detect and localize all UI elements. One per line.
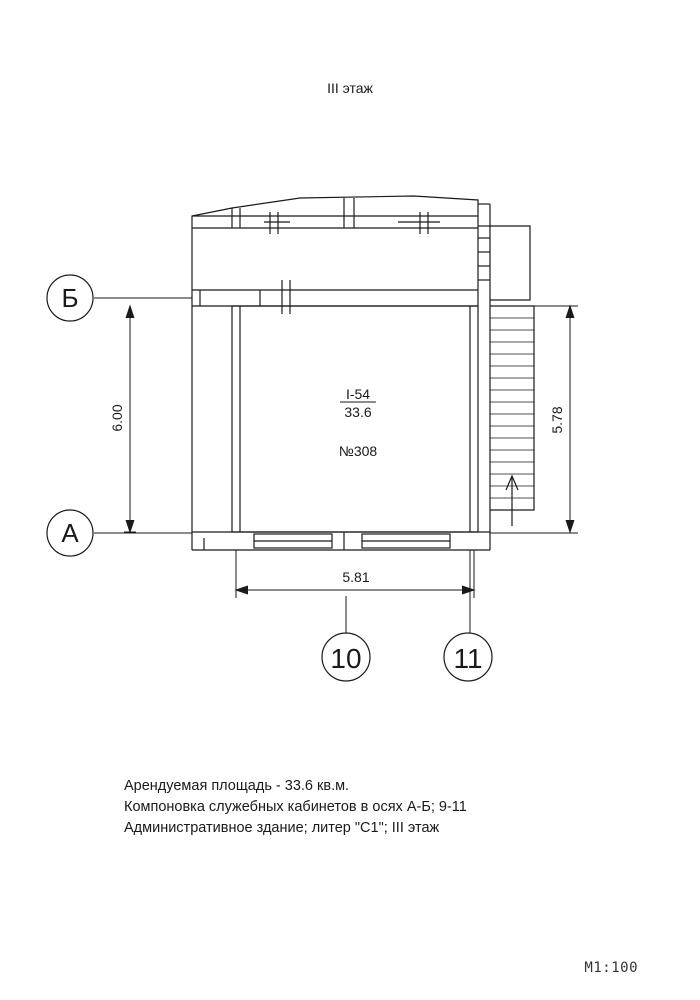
axis-11-label: 11 xyxy=(453,643,483,674)
axis-10-label: 10 xyxy=(330,643,362,674)
dim-bottom-label: 5.81 xyxy=(342,569,370,585)
room-number: №308 xyxy=(338,443,378,459)
dim-right-label: 5.78 xyxy=(549,406,565,434)
floor-title: III этаж xyxy=(327,80,373,96)
room-code: I-54 xyxy=(345,386,371,402)
scale-label: M1:100 xyxy=(584,960,638,976)
stair-landing xyxy=(490,226,530,300)
axis-b-label: Б xyxy=(61,283,79,313)
note-rented-area: Арендуемая площадь - 33.6 кв.м. xyxy=(124,778,350,794)
note-layout: Компоновка служебных кабинетов в осях А-Б; 9-11 xyxy=(124,799,467,815)
notes-block xyxy=(124,776,467,839)
room-area: 33.6 xyxy=(344,404,372,420)
axis-a-label: А xyxy=(61,518,79,548)
dim-left-label: 6.00 xyxy=(109,404,125,432)
note-building: Административное здание; литер "С1"; III этаж xyxy=(124,820,440,836)
outer-wall xyxy=(192,196,478,538)
